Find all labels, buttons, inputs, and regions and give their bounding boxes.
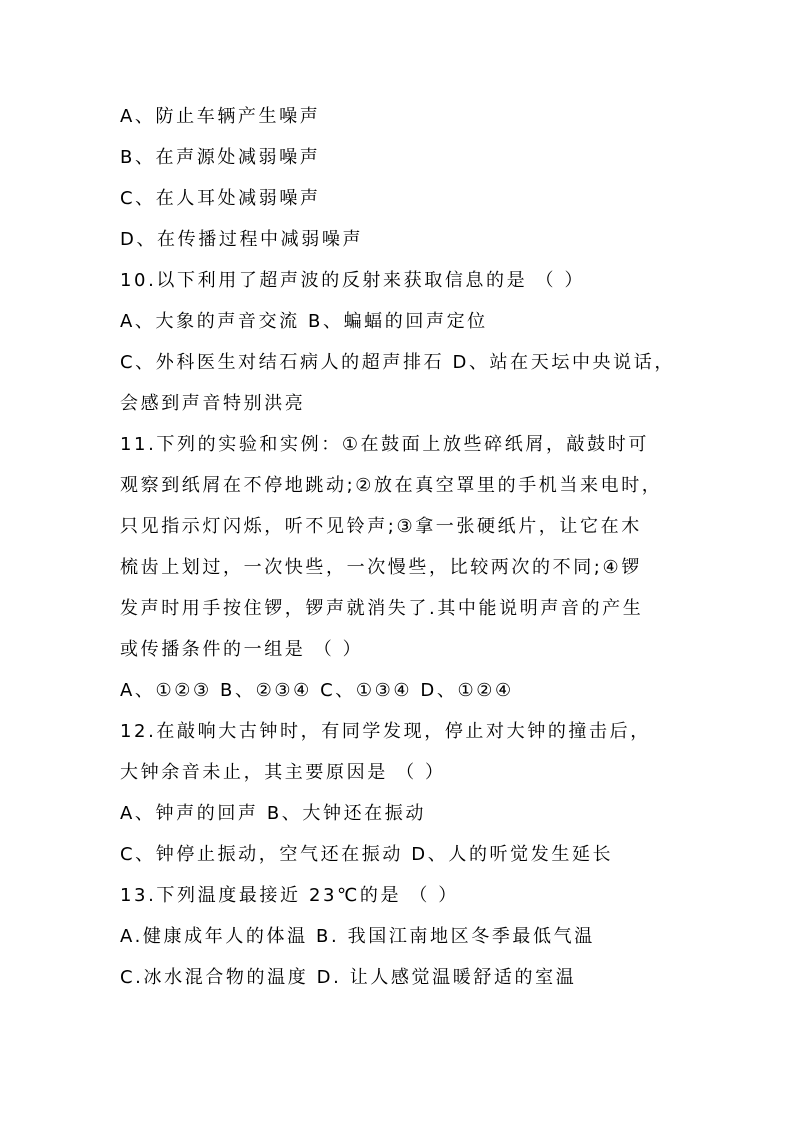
question-12-options-ab: A、钟声的回声 B、大钟还在振动 bbox=[120, 803, 426, 824]
question-10-options-cd-cont: 会感到声音特别洪亮 bbox=[120, 393, 306, 414]
question-10-options-cd: C、外科医生对结石病人的超声排石 D、站在天坛中央说话， bbox=[120, 352, 675, 373]
question-11-stem-line-5: 发声时用手按住锣，锣声就消失了.其中能说明声音的产生 bbox=[120, 598, 644, 619]
question-10-options-ab: A、大象的声音交流 B、蝙蝠的回声定位 bbox=[120, 311, 488, 332]
question-10-stem: 10.以下利用了超声波的反射来获取信息的是 （ ） bbox=[120, 270, 586, 291]
question-11-options: A、①②③ B、②③④ C、①③④ D、①②④ bbox=[120, 680, 514, 701]
option-line-b-q9: B、在声源处减弱噪声 bbox=[120, 147, 321, 168]
question-12-stem: 12.在敲响大古钟时，有同学发现，停止对大钟的撞击后， bbox=[120, 721, 651, 742]
question-13-options-ab: A.健康成年人的体温 B. 我国江南地区冬季最低气温 bbox=[120, 926, 595, 947]
question-12-stem-line-2: 大钟余音未止，其主要原因是 （ ） bbox=[120, 762, 446, 783]
question-11-stem-line-6: 或传播条件的一组是 （ ） bbox=[120, 639, 364, 660]
question-11-stem-line-2: 观察到纸屑在不停地跳动;②放在真空罩里的手机当来电时， bbox=[120, 475, 663, 496]
question-11-stem-line-3: 只见指示灯闪烁，听不见铃声;③拿一张硬纸片，让它在木 bbox=[120, 516, 642, 537]
question-13-stem: 13.下列温度最接近 23℃的是 （ ） bbox=[120, 885, 459, 906]
option-line-a-q9: A、防止车辆产生噪声 bbox=[120, 106, 321, 127]
question-11-stem: 11.下列的实验和实例：①在鼓面上放些碎纸屑，敲鼓时可 bbox=[120, 434, 649, 455]
option-line-d-q9: D、在传播过程中减弱噪声 bbox=[120, 229, 364, 250]
question-12-options-cd: C、钟停止振动，空气还在振动 D、人的听觉发生延长 bbox=[120, 844, 614, 865]
question-11-stem-line-4: 梳齿上划过，一次快些，一次慢些，比较两次的不同;④锣 bbox=[120, 557, 642, 578]
question-13-options-cd: C.冰水混合物的温度 D. 让人感觉温暖舒适的室温 bbox=[120, 967, 577, 988]
question-text-block bbox=[120, 103, 720, 1005]
option-line-c-q9: C、在人耳处减弱噪声 bbox=[120, 188, 321, 209]
